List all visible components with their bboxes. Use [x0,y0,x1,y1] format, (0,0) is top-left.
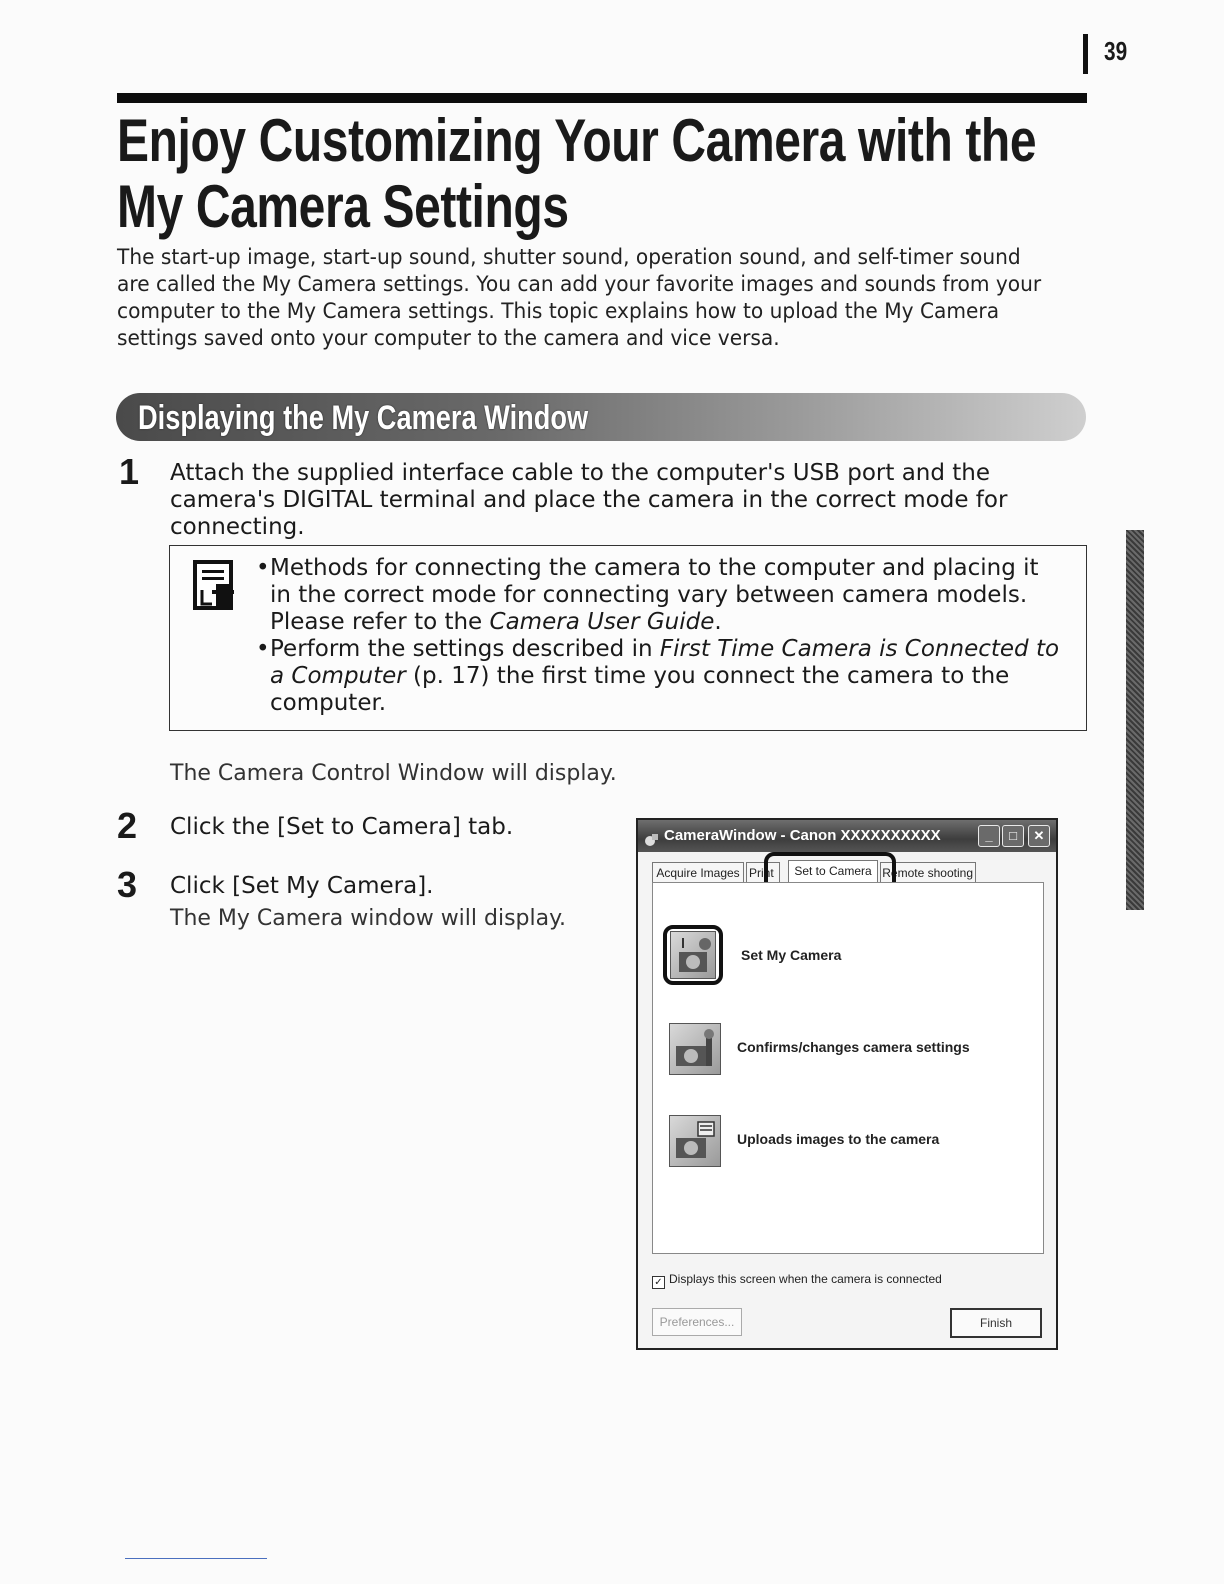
title-rule [117,93,1087,103]
set-my-camera-label: Set My Camera [741,947,842,963]
upload-images-label: Uploads images to the camera [737,1131,940,1147]
section-title: Displaying the My Camera Window [138,399,589,437]
show-on-connect-checkbox[interactable]: ✓ [652,1276,665,1289]
show-on-connect-row[interactable] [652,1272,942,1289]
close-button[interactable]: ✕ [1028,825,1050,847]
confirm-settings-option[interactable] [669,1023,1029,1075]
step-1-text: Attach the supplied interface cable to the computer's USB port and the camera's DIGITAL terminal and place the camera in the correct mode for connecting. [170,460,1008,540]
camera-upload-icon [669,1115,721,1167]
show-on-connect-label: Displays this screen when the camera is connected [669,1272,942,1286]
set-to-camera-panel [652,882,1044,1254]
tab-print[interactable]: Print [746,862,780,883]
window-title-bar [638,820,1056,852]
note-bullet-2-text: Perform the settings described in [270,636,660,662]
finish-button[interactable]: Finish [950,1308,1042,1338]
page-number: 39 [1104,36,1128,66]
upload-images-option[interactable] [669,1115,1029,1167]
note-bullet-2 [256,636,1066,717]
step-3-subtext: The My Camera window will display. [170,906,566,931]
set-my-camera-option[interactable] [663,925,842,985]
step-3-text: Click [Set My Camera]. [170,873,434,899]
memo-icon [192,560,236,616]
minimize-button[interactable]: _ [978,825,1000,847]
camera-settings-icon [669,1023,721,1075]
camera-control-window-note: The Camera Control Window will display. [170,761,617,786]
camera-window-screenshot [636,818,1058,1350]
step-3-number: 3 [117,864,138,905]
note-list [256,555,1066,717]
tab-acquire-images[interactable]: Acquire Images [652,862,744,883]
note-bullet-1-text: Methods for connecting the camera to the computer and placing it in the correct mode for connecting vary between camera models. Please refer to the [270,555,1039,635]
confirm-settings-label: Confirms/changes camera settings [737,1039,970,1055]
chapter-edge-tab [1126,530,1144,910]
page-title: Enjoy Customizing Your Camera with the My Camera Settings [117,107,1037,240]
camera-window-logo-icon [644,828,660,860]
tab-remote-shooting[interactable]: Remote shooting [880,862,976,883]
note-box [169,545,1087,731]
preferences-button[interactable]: Preferences... [652,1308,742,1336]
footer-line [125,1558,267,1559]
tab-set-to-camera[interactable]: Set to Camera [788,860,878,885]
window-title: CameraWindow - Canon XXXXXXXXXX [664,827,941,844]
camera-music-icon [670,931,716,979]
note-bullet-1 [256,555,1066,636]
maximize-button[interactable]: □ [1002,825,1024,847]
step-2-text: Click the [Set to Camera] tab. [170,814,514,840]
step-2-number: 2 [117,805,138,846]
intro-paragraph: The start-up image, start-up sound, shutter sound, operation sound, and self-timer sound are called the My Camera settings. You can add your favorite images and sounds from your computer to the My Camera settings. This topic explains how to upload the My Camera settings saved onto your computer to the camera and vice versa. [117,245,1042,350]
note-bullet-1-end: . [714,609,722,635]
page-number-rule [1083,34,1088,74]
camera-user-guide-ref: Camera User Guide [489,609,715,635]
first-time-connected-ref: First Time Camera is Connected to a Computer [270,636,1060,689]
note-bullet-2-end: (p. 17) the first time you connect the camera to the computer. [270,663,1010,716]
step-1-number: 1 [119,451,140,492]
